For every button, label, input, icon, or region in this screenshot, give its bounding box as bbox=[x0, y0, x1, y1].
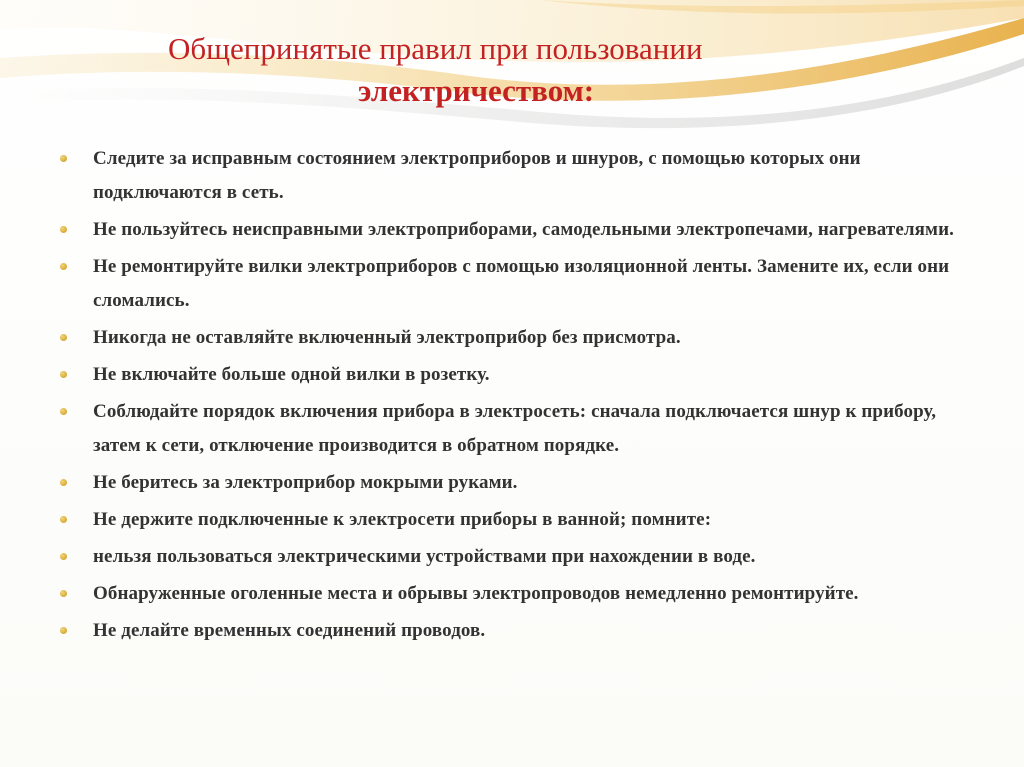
bullet-dot-icon bbox=[60, 334, 67, 341]
list-item-text: Обнаруженные оголенные места и обрывы электропроводов немедленно ремонтируйте. bbox=[93, 583, 859, 604]
list-item-text: Не делайте временных соединений проводов. bbox=[93, 620, 486, 641]
bullet-dot-icon bbox=[60, 553, 67, 560]
title-line-2: электричеством: bbox=[358, 73, 595, 108]
slide-title bbox=[150, 28, 910, 112]
list-item bbox=[60, 321, 975, 355]
bullet-dot-icon bbox=[60, 590, 67, 597]
list-item bbox=[60, 142, 975, 210]
bullet-dot-icon bbox=[60, 226, 67, 233]
bullet-dot-icon bbox=[60, 263, 67, 270]
list-item-text: Следите за исправным состоянием электроприборов и шнуров, с помощью которых они подключаются в сеть. bbox=[93, 148, 861, 203]
bullet-dot-icon bbox=[60, 408, 67, 415]
bullet-dot-icon bbox=[60, 479, 67, 486]
list-item bbox=[60, 213, 975, 247]
list-item-text: Не беритесь за электроприбор мокрыми руками. bbox=[93, 472, 518, 493]
list-item bbox=[60, 577, 975, 611]
list-item-text: Не пользуйтесь неисправными электроприборами, самодельными электропечами, нагревателями. bbox=[93, 219, 954, 240]
list-item bbox=[60, 614, 975, 648]
rules-list bbox=[60, 142, 975, 651]
list-item bbox=[60, 395, 975, 463]
list-item-text: Не ремонтируйте вилки электроприборов с помощью изоляционной ленты. Замените их, если они сломались. bbox=[93, 256, 950, 311]
list-item-text: Не включайте больше одной вилки в розетку. bbox=[93, 364, 490, 385]
list-item bbox=[60, 540, 975, 574]
bullet-dot-icon bbox=[60, 627, 67, 634]
bullet-dot-icon bbox=[60, 155, 67, 162]
title-line-1: Общепринятые правил при пользовании bbox=[168, 31, 703, 66]
list-item-text: Не держите подключенные к электросети приборы в ванной; помните: bbox=[93, 509, 712, 530]
list-item bbox=[60, 503, 975, 537]
list-item-text: Соблюдайте порядок включения прибора в электросеть: сначала подключается шнур к прибору, затем к сети, отключение производится в обратном порядке. bbox=[93, 401, 937, 456]
list-item-text: Никогда не оставляйте включенный электроприбор без присмотра. bbox=[93, 327, 681, 348]
bullet-dot-icon bbox=[60, 516, 67, 523]
list-item-text: нельзя пользоваться электрическими устройствами при нахождении в воде. bbox=[93, 546, 756, 567]
list-item bbox=[60, 250, 975, 318]
list-item bbox=[60, 466, 975, 500]
bullet-dot-icon bbox=[60, 371, 67, 378]
list-item bbox=[60, 358, 975, 392]
